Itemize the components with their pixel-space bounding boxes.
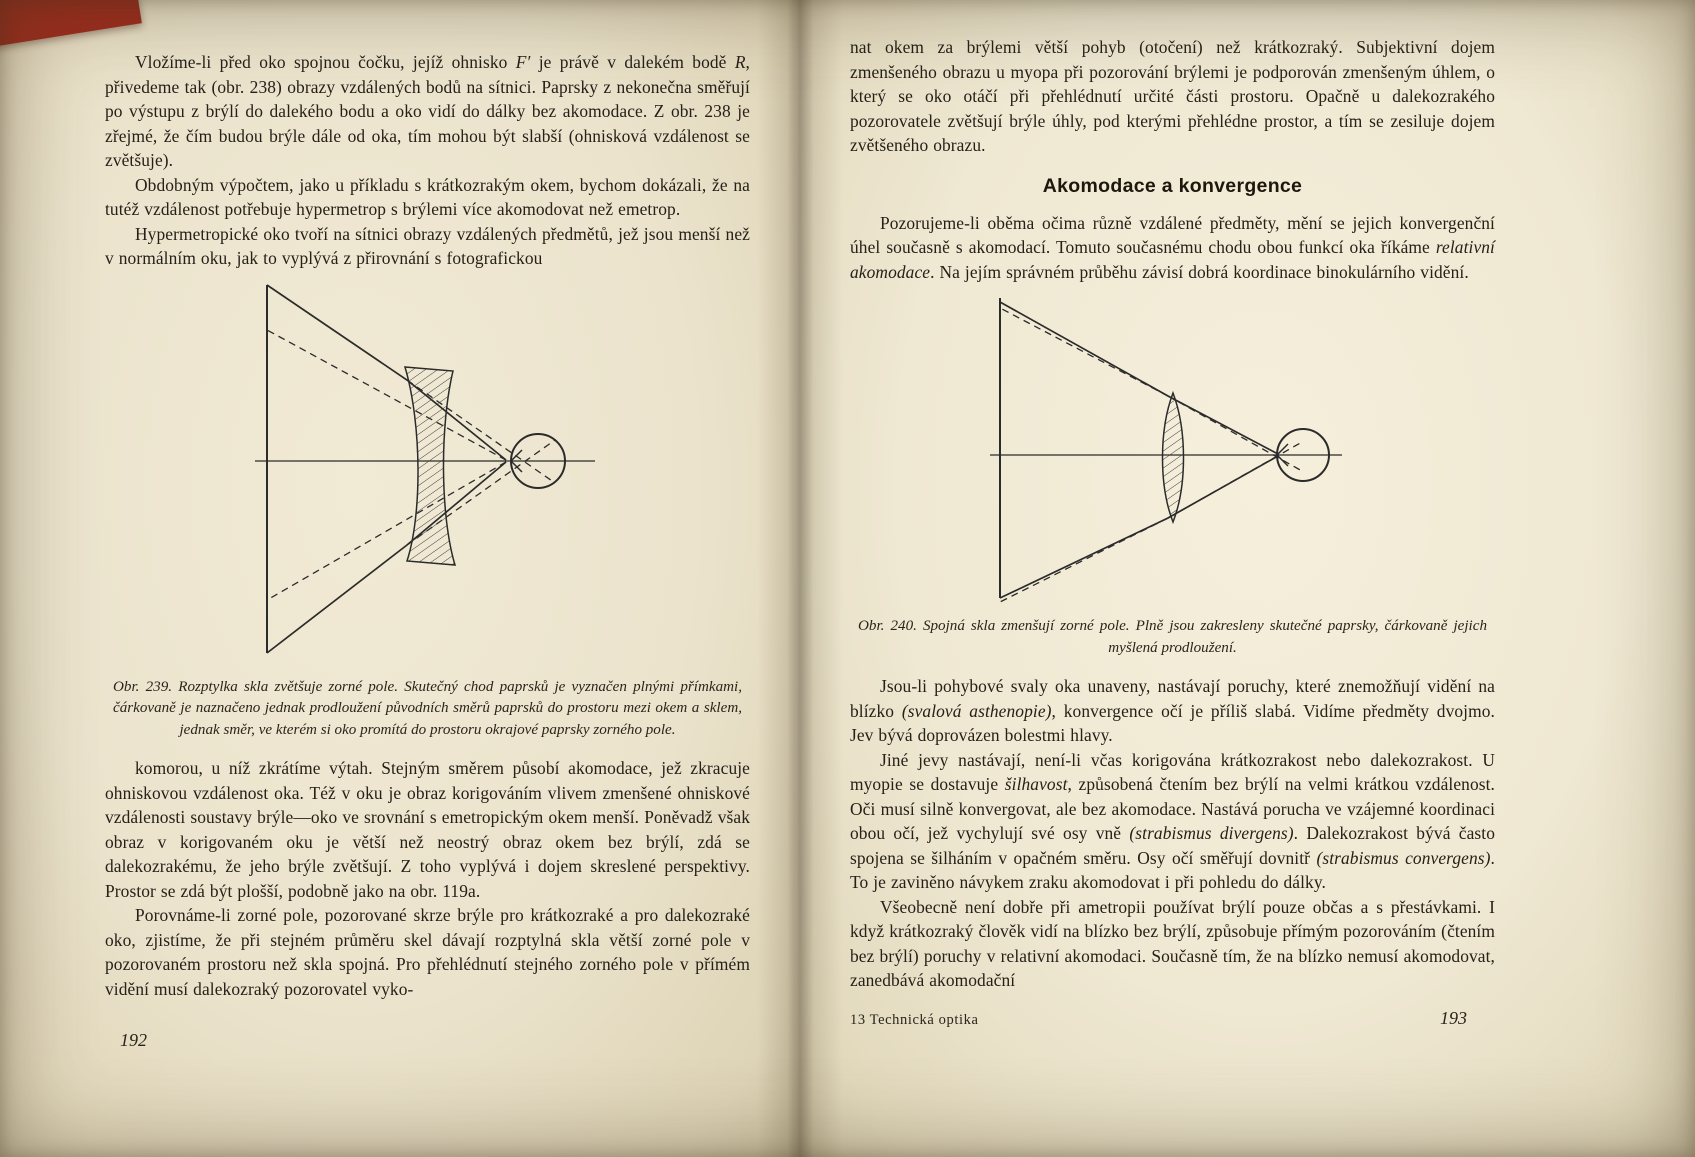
figure-239-diagram xyxy=(255,275,735,667)
figure-239 xyxy=(105,275,750,667)
paragraph: Pozorujeme-li oběma očima různě vzdálené předměty, mění se jejich konvergenční úhel současně s akomodací. Tomuto současnému chodu obou funkcí oka říkáme relativní akomodace. Na jejím správném průběhu závisí dobrá koordinace binokulárního vidění. xyxy=(850,212,1495,282)
section-heading: Akomodace a konvergence xyxy=(1042,174,1303,197)
right-page xyxy=(795,0,1695,1157)
running-footer: 13 Technická optika xyxy=(850,1012,979,1028)
converging-lens-icon xyxy=(1163,393,1184,522)
paragraph: nat okem za brýlemi větší pohyb (otočení) než krátkozraký. Subjektivní dojem zmenšeného obrazu u myopa při pozorování brýlemi je podporován zmenšeným úhlem, o který se oko otáčí při přehlédnutí určité části prostoru. Opačně u dalekozrakého pozorovatele zvětšují brýle úhly, pod kterými přehlédne prostor, a tím se zesiluje dojem zvětšeného obrazu. xyxy=(850,37,1495,155)
left-page xyxy=(0,0,795,1157)
figure-240-caption: Obr. 240. Spojná skla zmenšují zorné pole. Plně jsou zakresleny skutečné paprsky, čárkovaně jejich myšlená prodloužení. xyxy=(858,618,1487,656)
paragraph: Vložíme-li před oko spojnou čočku, jejíž ohnisko F′ je právě v dalekém bodě R, přivedeme tak (obr. 238) obrazy vzdálených bodů na sítnici. Paprsky z nekonečna směřují po výstupu z brýlí do dalekého bodu a oko vidí do dálky bez akomodace. Z obr. 238 je zřejmé, že čím budou brýle dále od oka, tím mohou být slabší (ohnisková vzdálenost se zvětšuje). xyxy=(105,52,750,170)
diverging-lens-icon xyxy=(405,367,455,565)
paragraph: Jiné jevy nastávají, není-li včas korigována krátkozrakost nebo dalekozrakost. U myopie se dostavuje šilhavost, způsobená čtením bez brýlí na velmi krátkou vzdálenost. Oči musí silně konvergovat, ale bez akomodace. Nastává porucha ve vzájemné koordinaci obou očí, jež vychylují své osy vně (strabismus divergens). Dalekozrakost bývá často spojena se šilháním v opačném směru. Osy očí směřují dovnitř (strabismus convergens). To je zaviněno návykem zraku akomodovat i při pohledu do dálky. xyxy=(850,749,1496,892)
paragraph: komorou, u níž zkrátíme výtah. Stejným směrem působí akomodace, jež zkracuje ohniskovou vzdálenost oka. Též v oku je obraz korigováním vlivem zmenšené ohniskové vzdálenosti soustavy brýle—oko ve srovnání s emetropickým okem menší. Poněvadž však obraz v korigovaném oku je větší než neostrý obraz okem bez brýlí, zdá se dalekozrakému, že jeho brýle zvětšují. Z toho vyplývá i dojem skreslené perspektivy. Prostor se zdá být plošší, podobně jako na obr. 119a. xyxy=(105,758,750,901)
paragraph: Obdobným výpočtem, jako u příkladu s krátkozrakým okem, bychom dokázali, že na tutéž vzdálenost potřebuje hypermetrop s brýlemi více akomodovat než emetrop. xyxy=(105,174,750,219)
page-number-left: 192 xyxy=(120,1030,147,1050)
red-cover-corner xyxy=(0,0,142,48)
right-page-text-block xyxy=(850,35,1495,993)
paragraph: Porovnáme-li zorné pole, pozorované skrze brýle pro krátkozraké a pro dalekozraké oko, zjistíme, že při stejném průměru skel dávají rozptylná skla větší zorné pole v pozorovaném prostoru než skla spojná. Pro přehlédnutí stejného zorného pole v přímém vidění musí dalekozraký pozorovatel vyko- xyxy=(105,905,750,999)
paragraph: Hypermetropické oko tvoří na sítnici obrazy vzdálených předmětů, jež jsou menší než v normálním oku, jak to vyplývá z přirovnání s fotografickou xyxy=(105,223,750,268)
figure-239-caption: Obr. 239. Rozptylka skla zvětšuje zorné pole. Skutečný chod paprsků je vyznačen plnými přímkami, čárkovaně je naznačeno jednak prodloužení původních směrů paprsků do prostoru mezi okem a sklem, jednak směr, ve kterém si oko promítá do prostoru okrajové paprsky zorného pole. xyxy=(113,678,742,738)
figure-240 xyxy=(850,290,1495,608)
paragraph: Jsou-li pohybové svaly oka unaveny, nastávají poruchy, které znemožňují vidění na blízko (svalová asthenopie), konvergence očí je příliš slabá. Vidíme předměty dvojmo. Jev bývá doprovázen bolestmi hlavy. xyxy=(850,676,1495,745)
solid-rays xyxy=(267,285,506,653)
solid-rays xyxy=(1000,302,1278,598)
left-page-text-block xyxy=(105,50,750,1001)
figure-240-diagram xyxy=(990,290,1360,610)
paragraph: Všeobecně není dobře při ametropii používat brýlí pouze občas a s přestávkami. I když krátkozraký člověk vidí na blízko bez brýlí, způsobuje přímým pozorováním (čtením bez brýlí) poruchy v relativní akomodaci. Současně tím, že na blízko nemusí akomodovat, zanedbává akomodační xyxy=(850,896,1495,990)
page-number-right: 193 xyxy=(1440,1008,1467,1028)
